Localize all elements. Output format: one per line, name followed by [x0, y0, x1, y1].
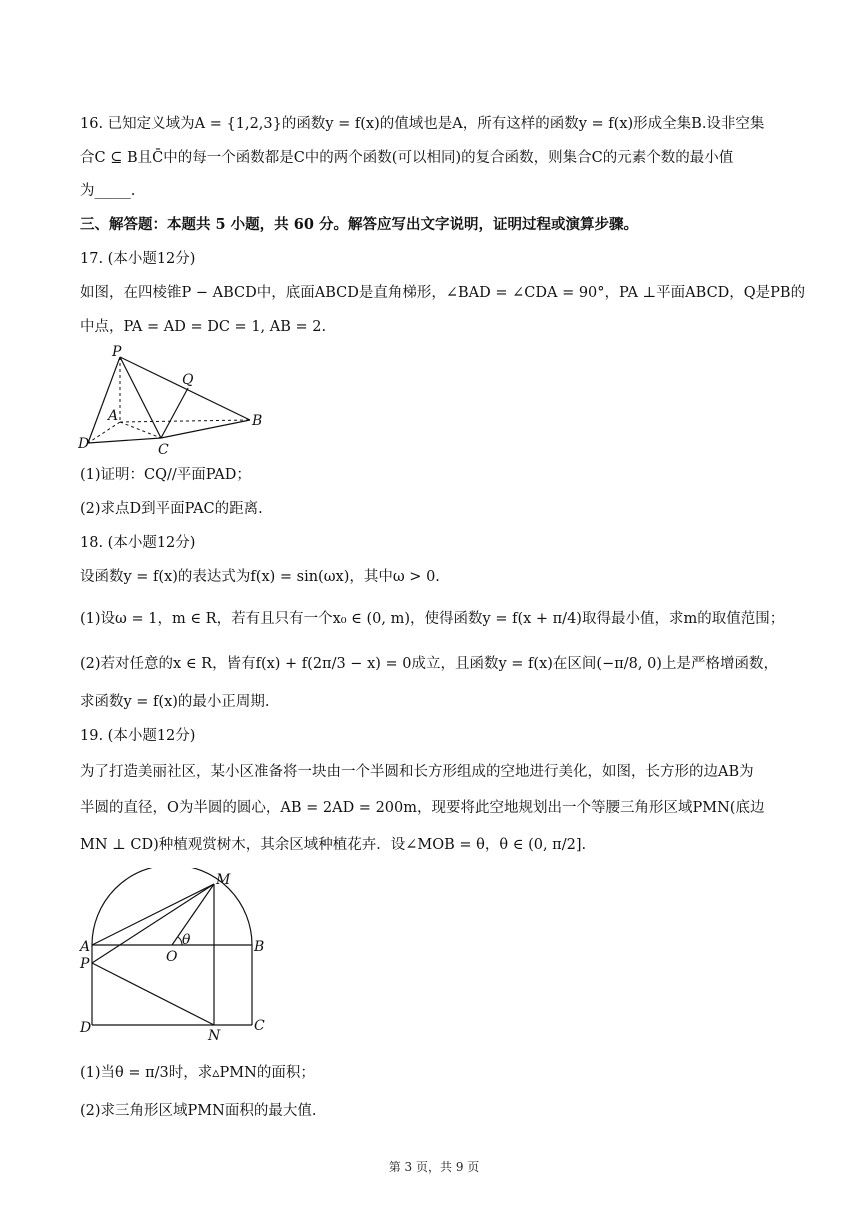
label-A: A [80, 939, 91, 955]
label-O: O [166, 949, 178, 965]
label-D: D [80, 1020, 92, 1036]
section-heading: 三、解答题：本题共 5 小题，共 60 分。解答应写出文字说明，证明过程或演算步骤。 [80, 216, 638, 233]
label-P: P [112, 344, 122, 360]
q19-line2: 半圆的直径，O为半圆的圆心，AB = 2AD = 200m，现要将此空地规划出一个等腰三角形区域PMN(底边 [80, 800, 765, 816]
q18-part1: (1)设ω = 1，m ∈ R，若有且只有一个x₀ ∈ (0, m)，使得函数y = f(x + π/4)取得最小值，求m的取值范围； [80, 611, 785, 627]
q19-line1: 为了打造美丽社区，某小区准备将一块由一个半圆和长方形组成的空地进行美化，如图，长方形的边AB为 [80, 764, 754, 780]
q16-line2: 合C ⊆ B且C̄中的每一个函数都是C中的两个函数(可以相同)的复合函数，则集合C的元素个数的最小值 [80, 150, 734, 166]
q19-part1: (1)当θ = π/3时，求▵PMN的面积； [80, 1065, 315, 1081]
q16-line3: 为_____. [80, 183, 136, 199]
page-footer: 第 3 页，共 9 页 [388, 1160, 480, 1174]
q19-header: 19. (本小题12分) [80, 728, 196, 744]
label-P: P [80, 956, 90, 972]
label-theta: θ [182, 932, 191, 948]
q18-part2: (2)若对任意的x ∈ R，皆有f(x) + f(2π/3 − x) = 0成立，且函数y = f(x)在区间(−π/8, 0)上是严格增函数， [80, 656, 778, 672]
pyramid-figure [78, 340, 278, 460]
q18-part2b: 求函数y = f(x)的最小正周期. [80, 694, 270, 710]
label-Q: Q [182, 372, 194, 388]
q17-part1: (1)证明：CQ//平面PAD； [80, 467, 251, 483]
q19-part2: (2)求三角形区域PMN面积的最大值. [80, 1103, 317, 1119]
q17-line2: 中点，PA = AD = DC = 1, AB = 2. [80, 319, 327, 335]
q16-line1: 16. 已知定义域为A = {1,2,3}的函数y = f(x)的值域也是A，所有这样的函数y = f(x)形成全集B.设非空集 [80, 116, 765, 132]
label-D: D [78, 436, 90, 452]
label-C: C [254, 1018, 265, 1034]
q18-header: 18. (本小题12分) [80, 535, 196, 551]
q17-line1: 如图，在四棱锥P − ABCD中，底面ABCD是直角梯形，∠BAD = ∠CDA = 90°，PA ⊥平面ABCD，Q是PB的 [80, 285, 806, 301]
label-M: M [216, 872, 231, 888]
label-C: C [158, 442, 169, 458]
q19-line3: MN ⊥ CD)种植观赏树木，其余区域种植花卉．设∠MOB = θ，θ ∈ (0, π/2]. [80, 837, 587, 853]
q17-header: 17. (本小题12分) [80, 251, 196, 267]
semicircle-figure [78, 868, 278, 1048]
q18-line1: 设函数y = f(x)的表达式为f(x) = sin(ωx)，其中ω > 0. [80, 569, 440, 585]
label-A: A [108, 408, 119, 424]
label-B: B [252, 413, 263, 429]
q17-part2: (2)求点D到平面PAC的距离. [80, 501, 263, 517]
label-B: B [254, 939, 265, 955]
label-N: N [208, 1028, 221, 1044]
